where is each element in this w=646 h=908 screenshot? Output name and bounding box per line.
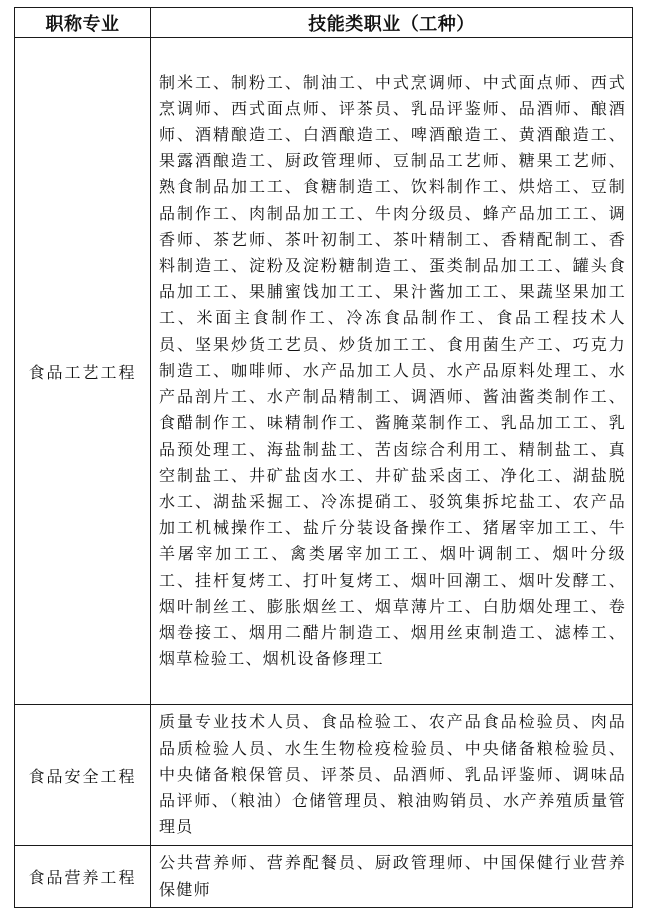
table-row [15,846,633,908]
occupations-cell: 制米工、制粉工、制油工、中式烹调师、中式面点师、西式烹调师、西式面点师、评茶员、乳品评鉴师、品酒师、酿酒师、酒精酿造工、白酒酿造工、啤酒酿造工、黄酒酿造工、果露酒酿造工、厨政管理师、豆制品工艺师、糖果工艺师、熟食制品加工工、食糖制造工、饮料制作工、烘焙工、豆制品制作工、肉制品加工工、牛肉分级员、蜂产品加工工、调香师、茶艺师、茶叶初制工、茶叶精制工、香精配制工、香料制造工、淀粉及淀粉糖制造工、蛋类制品加工工、罐头食品加工工、果脯蜜饯加工工、果汁酱加工工、果蔬坚果加工工、米面主食制作工、冷冻食品制作工、食品工程技术人员、坚果炒货工艺员、炒货加工工、食用菌生产工、巧克力制造工、咖啡师、水产品加工人员、水产品原料处理工、水产品剖片工、水产制品精制工、调酒师、酱油酱类制作工、食醋制作工、味精制作工、酱腌菜制作工、乳品加工工、乳品预处理工、海盐制盐工、苦卤综合利用工、精制盐工、真空制盐工、井矿盐卤水工、井矿盐采卤工、净化工、湖盐脱水工、湖盐采掘工、冷冻提硝工、驳筑集拆坨盐工、农产品加工机械操作工、盐斤分装设备操作工、猪屠宰加工工、牛羊屠宰加工工、禽类屠宰加工工、烟叶调制工、烟叶分级工、挂杆复烤工、打叶复烤工、烟叶回潮工、烟叶发酵工、烟叶制丝工、膨胀烟丝工、烟草薄片工、白肋烟处理工、卷烟卷接工、烟用二醋片制造工、烟用丝束制造工、滤棒工、烟草检验工、烟机设备修理工 [151,38,633,705]
major-cell: 食品安全工程 [15,705,151,846]
occupation-table [14,7,633,908]
occupations-cell: 质量专业技术人员、食品检验工、农产品食品检验员、肉品品质检验人员、水生生物检疫检验员、中央储备粮检验员、中央储备粮保管员、评茶员、品酒师、乳品评鉴师、调味品品评师、（粮油）仓储管理员、粮油购销员、水产养殖质量管理员 [151,705,633,846]
table-header [15,8,633,38]
major-cell: 食品营养工程 [15,846,151,908]
header-occupations: 技能类职业（工种） [151,8,633,38]
major-cell: 食品工艺工程 [15,38,151,705]
table-body [15,38,633,908]
header-row [15,8,633,38]
table-row [15,38,633,705]
header-major: 职称专业 [15,8,151,38]
table-row [15,705,633,846]
occupations-cell: 公共营养师、营养配餐员、厨政管理师、中国保健行业营养保健师 [151,846,633,908]
occupation-table-container [14,7,632,899]
